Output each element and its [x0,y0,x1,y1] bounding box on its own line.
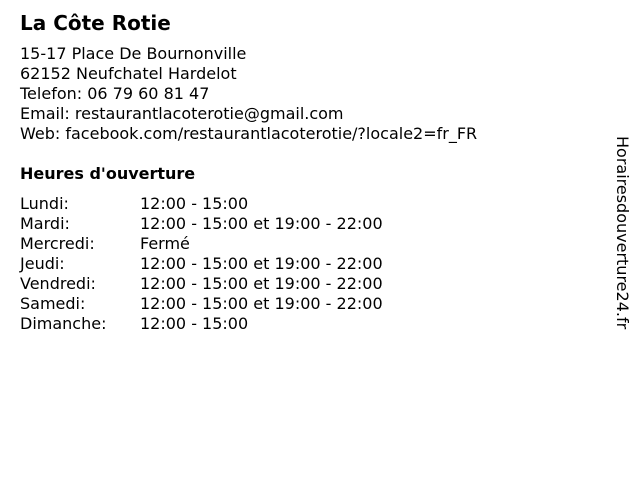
hours-time-value: 12:00 - 15:00 et 19:00 - 22:00 [140,214,383,233]
restaurant-name: La Côte Rotie [20,11,171,35]
hours-time-value: 12:00 - 15:00 [140,314,249,333]
hours-time-value: 12:00 - 15:00 [140,194,249,213]
address-line-1: 15-17 Place De Bournonville [20,44,247,63]
phone-number: Telefon: 06 79 60 81 47 [20,84,210,103]
hours-day-label: Lundi: [20,194,69,213]
email-address: Email: restaurantlacoterotie@gmail.com [20,104,344,123]
hours-time-value: 12:00 - 15:00 et 19:00 - 22:00 [140,254,383,273]
opening-hours-heading: Heures d'ouverture [20,164,196,183]
contact-info [20,44,477,144]
hours-day-label: Jeudi: [20,254,65,273]
hours-time-value: 12:00 - 15:00 et 19:00 - 22:00 [140,274,383,293]
website-address: Web: facebook.com/restaurantlacoterotie/?locale2=fr_FR [20,124,478,143]
hours-day-label: Mardi: [20,214,70,233]
hours-time-value: Fermé [140,234,190,253]
hours-day-label: Vendredi: [20,274,96,293]
address-line-2: 62152 Neufchatel Hardelot [20,64,237,83]
hours-time-value: 12:00 - 15:00 et 19:00 - 22:00 [140,294,383,313]
site-watermark: Horairesdouverture24.fr [613,136,632,330]
hours-day-label: Samedi: [20,294,86,313]
hours-day-label: Mercredi: [20,234,95,253]
hours-day-label: Dimanche: [20,314,107,333]
